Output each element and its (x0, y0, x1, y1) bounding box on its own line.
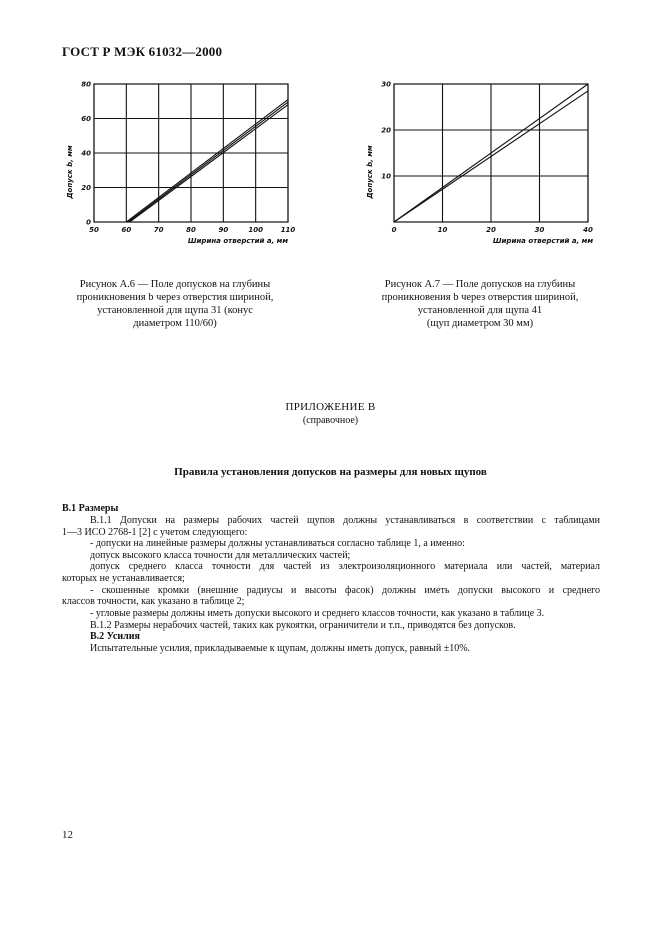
y-tick-label: 80 (81, 80, 91, 89)
document-code: ГОСТ Р МЭК 61032—2000 (62, 44, 223, 59)
x-tick-label: 20 (486, 226, 496, 234)
x-tick-label: 100 (248, 226, 263, 234)
caption-line: диаметром 110/60) (133, 318, 217, 329)
section-title: Правила установления допусков на размеры для новых щупов (174, 466, 487, 478)
series-line-lower (130, 105, 288, 222)
list-item-medium-class-line2: которых не устанавливается; (62, 573, 185, 584)
figure-a7-chart (358, 72, 608, 257)
y-axis-label: Допуск b, мм (66, 145, 74, 199)
caption-line: Рисунок А.6 — Поле допусков на глубины (79, 279, 271, 290)
caption-line: (щуп диаметром 30 мм) (426, 318, 534, 329)
list-item-linear: - допуски на линейные размеры должны устанавливаться согласно таблице 1, а именно: (90, 538, 465, 549)
x-tick-label: 50 (89, 226, 99, 234)
x-tick-label: 0 (391, 226, 397, 234)
paragraph-b11-line2: 1—3 ИСО 2768-1 [2] с учетом следующего: (62, 527, 248, 538)
heading-b2: В.2 Усилия (90, 631, 140, 642)
series-line-upper (126, 100, 288, 222)
x-tick-label: 10 (437, 226, 448, 234)
x-tick-label: 80 (186, 226, 196, 234)
y-tick-label: 30 (381, 80, 391, 89)
x-tick-label: 110 (280, 226, 296, 234)
y-tick-label: 40 (81, 149, 91, 158)
list-item-high-class: допуск высокого класса точности для металлических частей; (90, 550, 351, 561)
caption-line: Рисунок А.7 — Поле допусков на глубины (384, 279, 576, 290)
y-tick-label: 20 (381, 126, 391, 135)
y-tick-label: 10 (381, 172, 391, 181)
y-axis-label: Допуск b, мм (366, 145, 374, 199)
caption-line: проникновения b через отверстия шириной, (76, 292, 274, 303)
list-item-chamfers-line1: - скошенные кромки (внешние радиусы и высоты фасок) должны иметь допуски высокого и среднего (90, 585, 600, 596)
x-tick-label: 60 (121, 226, 132, 234)
paragraph-b11-line1: В.1.1 Допуски на размеры рабочих частей щупов должны устанавливаться в соответствии с таблицами (90, 515, 600, 526)
y-tick-label: 20 (81, 184, 91, 192)
paragraph-b12: В.1.2 Размеры нерабочих частей, таких как рукоятки, ограничители и т.п., приводятся без допусков. (90, 620, 516, 631)
y-tick-label: 0 (86, 218, 91, 227)
figure-a6-caption (60, 278, 290, 330)
figure-a7-caption (360, 278, 600, 330)
list-item-angular: - угловые размеры должны иметь допуски высокого и среднего классов точности, как указано в таблице 3. (90, 608, 545, 619)
figure-a6-chart (58, 72, 308, 257)
paragraph-b2: Испытательные усилия, прикладываемые к щупам, должны иметь допуск, равный ±10%. (90, 643, 471, 654)
appendix-title: ПРИЛОЖЕНИЕ В (285, 401, 376, 413)
list-item-chamfers-line2: классов точности, как указано в таблице 2; (62, 596, 245, 607)
list-item-medium-class-line1: допуск среднего класса точности для частей из электроизоляционного материала или частей, материал (90, 561, 600, 572)
heading-b1: В.1 Размеры (62, 503, 119, 514)
x-tick-label: 90 (218, 226, 229, 234)
x-axis-label: Ширина отверстий a, мм (187, 237, 289, 245)
series-line-middle (128, 102, 288, 222)
caption-line: установленной для щупа 41 (417, 305, 543, 316)
x-tick-label: 30 (534, 226, 545, 234)
caption-line: проникновения b через отверстия шириной, (381, 292, 579, 303)
page-number: 12 (62, 829, 73, 841)
x-tick-label: 40 (583, 226, 593, 234)
y-tick-label: 60 (81, 115, 91, 123)
x-axis-label: Ширина отверстий a, мм (492, 237, 594, 245)
x-tick-label: 70 (153, 226, 164, 234)
appendix-subtitle: (справочное) (302, 415, 359, 426)
caption-line: установленной для щупа 31 (конус (97, 305, 253, 316)
